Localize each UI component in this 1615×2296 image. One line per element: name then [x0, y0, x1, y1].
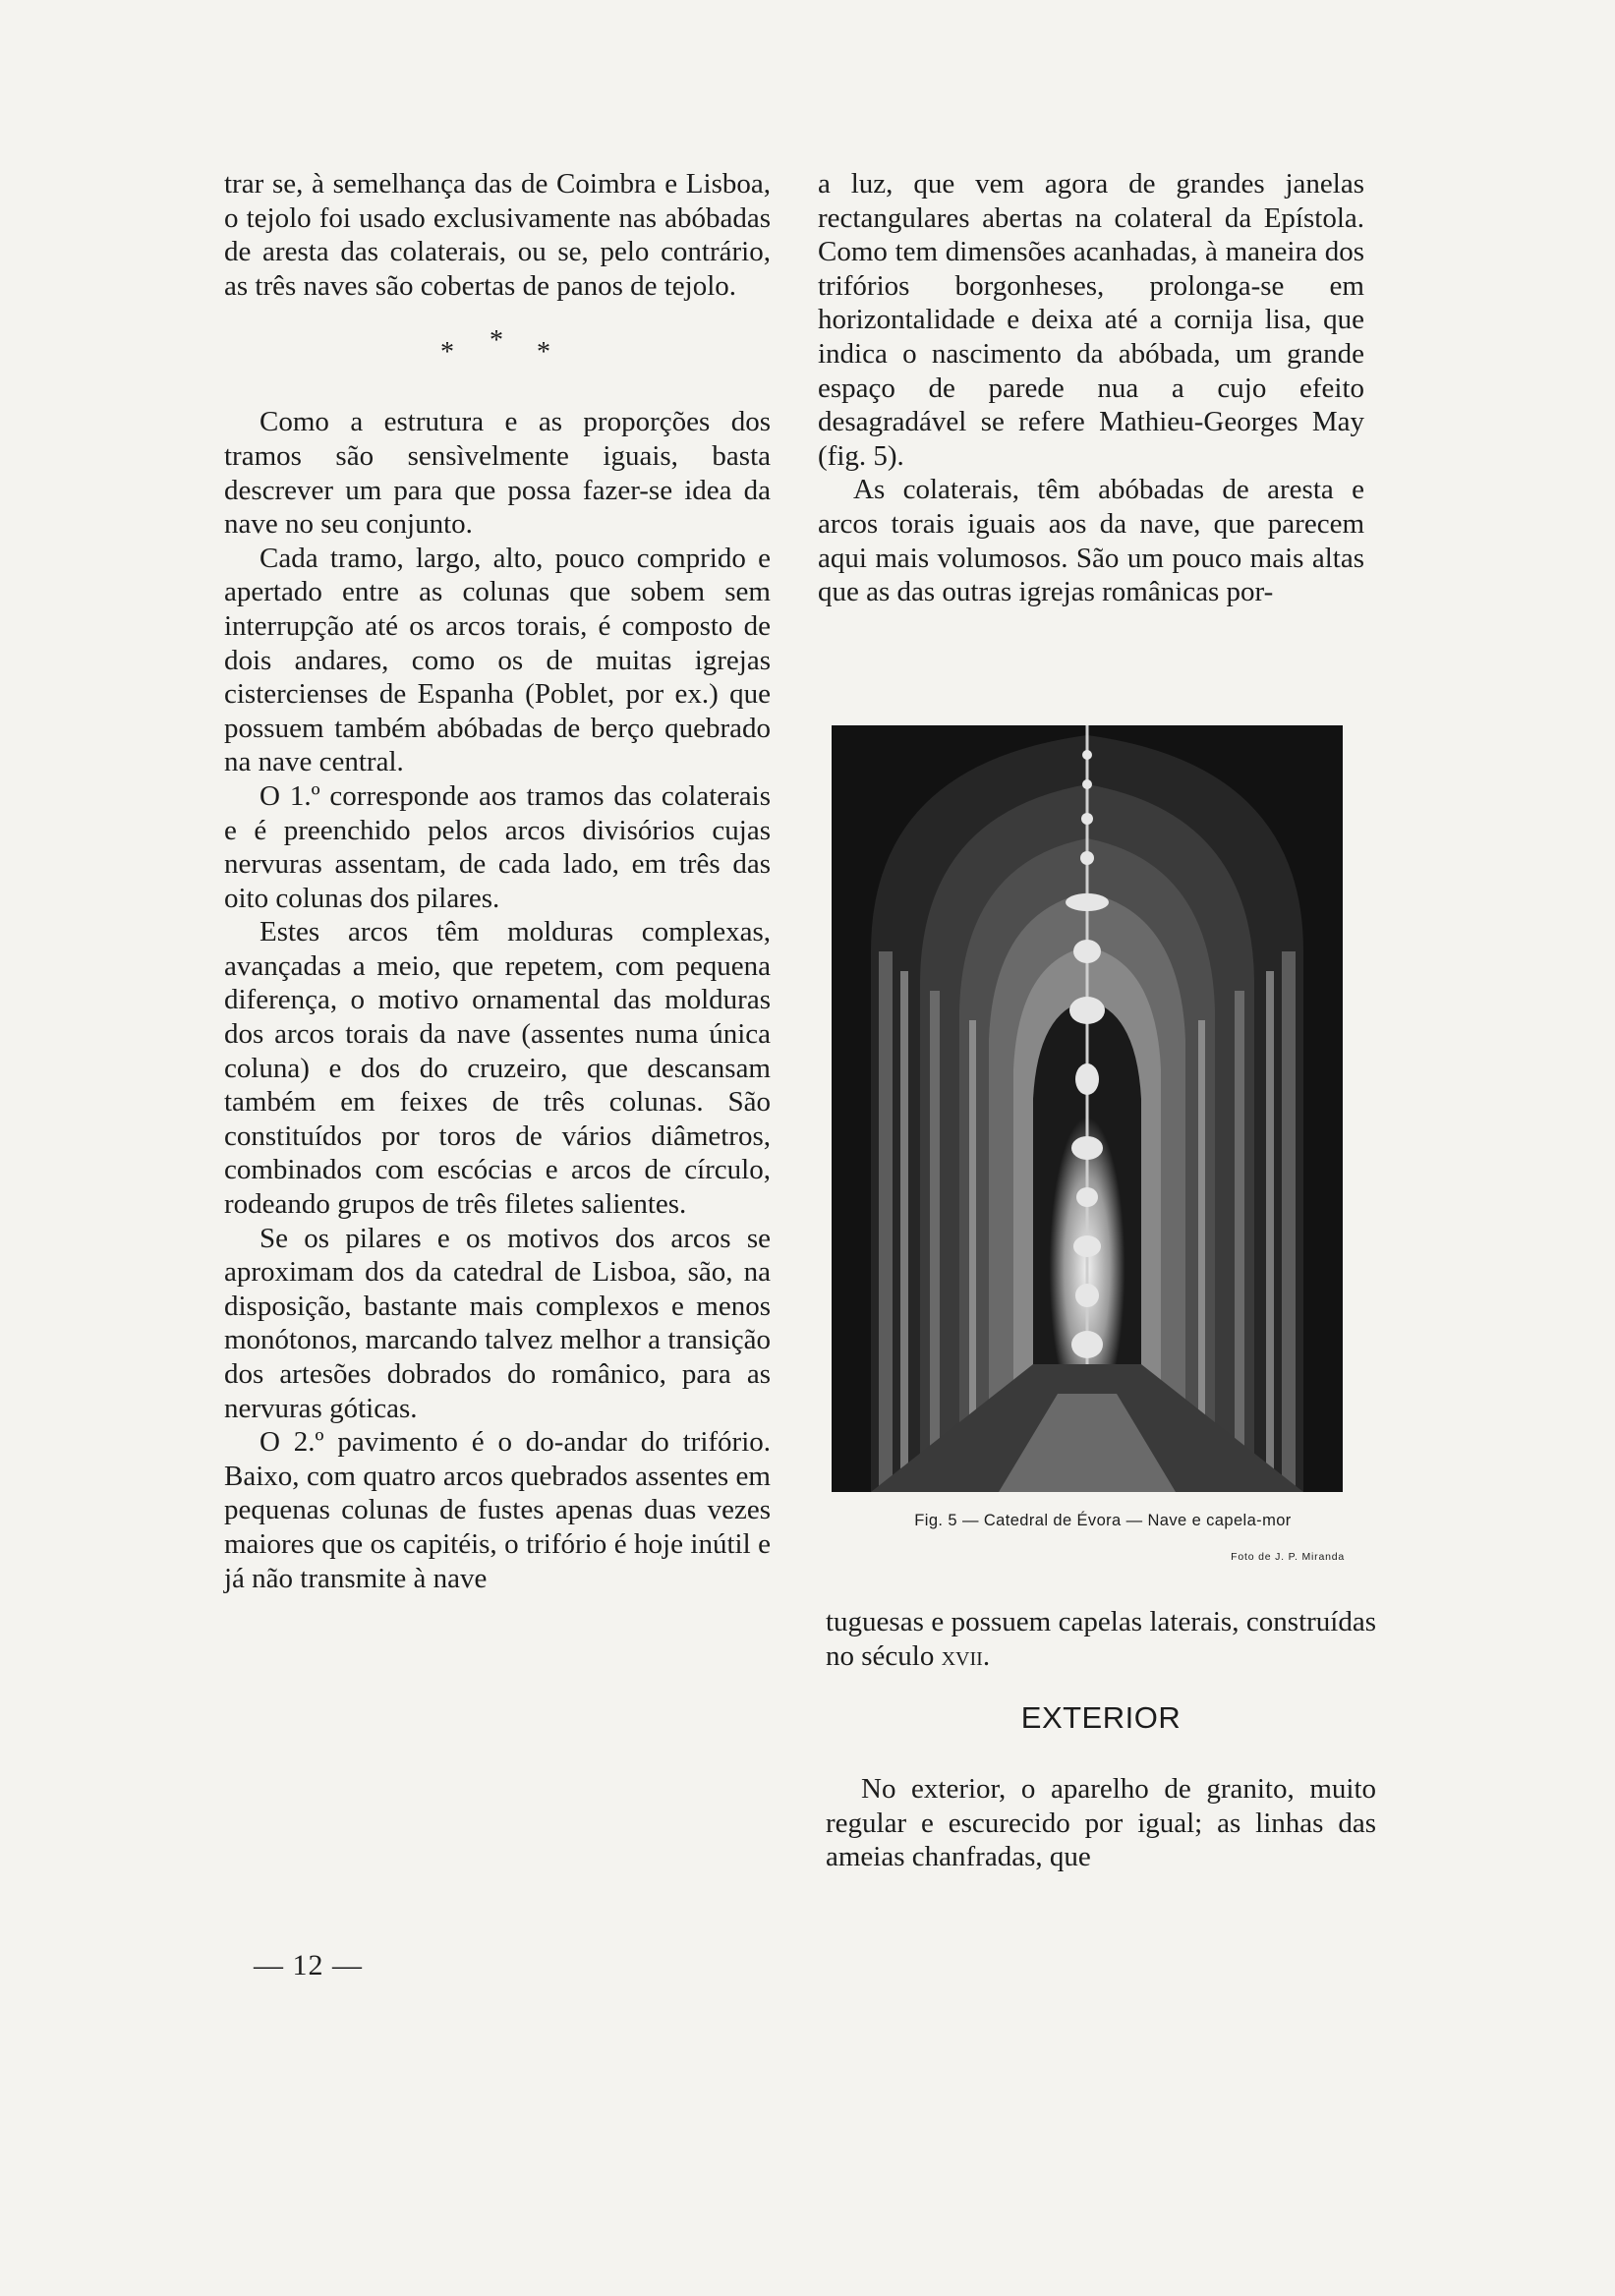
paragraph-light: a luz, que vem agora de grandes janelas rectangulares abertas na colateral da Epístola. Como tem dimensões acanhadas, à maneira dos trifórios borgonheses, prolonga-se em horizontalidade e deixa até a cornija lisa, que indica o nascimento da abóbada, um grande espaço de parede nua a cujo efeito desagradável se refere Mathieu-Georges May (fig. 5).	[818, 168, 1364, 472]
left-column	[224, 167, 771, 1595]
section-separator	[224, 303, 771, 405]
paragraph-pillars: Se os pilares e os motivos dos arcos se aproximam dos da catedral de Lisboa, são, na disposição, bastante mais complexos e menos monótonos, marcando talvez melhor a transição dos artesões dobrados do românico, para as nervuras góticas.	[224, 1222, 771, 1424]
right-column-top	[818, 167, 1364, 609]
figure-caption: Fig. 5 — Catedral de Évora — Nave e capela-mor	[914, 1512, 1292, 1529]
paragraph-arch-mouldings: Estes arcos têm molduras complexas, avançadas a meio, que repetem, com pequena diferença, o motivo ornamental das molduras dos arcos torais da nave (assentes numa única coluna) e dos do cruzeiro, que descansam também em feixes de três colunas. São constituídos por toros de vários diâmetros, combinados com escócias e arcos de círculo, rodeando grupos de três filetes salientes.	[224, 916, 771, 1221]
paragraph-first-level: O 1.º corresponde aos tramos das colaterais e é preenchido pelos arcos divisórios cujas nervuras assentam, de cada lado, em três das oito colunas dos pilares.	[224, 779, 771, 914]
paragraph-structure: Como a estrutura e as proporções dos tramos são sensìvelmente iguais, basta descrever um para que possa fazer-se idea da nave no seu conjunto.	[224, 406, 771, 541]
right-column-exterior	[826, 1772, 1376, 1874]
paragraph-tramo: Cada tramo, largo, alto, pouco comprido e apertado entre as colunas que sobem sem interrupção até os arcos torais, é composto de dois andares, como os de muitas igrejas cistercienses de Espanha (Poblet, por ex.) que possuem também abóbadas de berço quebrado na nave central.	[224, 542, 771, 778]
paragraph-exterior: No exterior, o aparelho de granito, muito regular e escurecido por igual; as linhas das ameias chanfradas, que	[826, 1773, 1376, 1873]
asterisk: *	[537, 337, 550, 369]
figure-credit: Foto de J. P. Miranda	[1231, 1551, 1345, 1563]
asterisk: *	[490, 325, 503, 357]
page-number: — 12 —	[254, 1949, 363, 1981]
cathedral-nave-photo	[832, 725, 1343, 1492]
paragraph-triforium: O 2.º pavimento é o do-andar do trifório. Baixo, com quatro arcos quebrados assentes em pequenas colunas de fustes apenas duas vezes maiores que os capitéis, o trifório é hoje inútil e já não transmite à nave	[224, 1426, 771, 1594]
aisles-end-text: tuguesas e possuem capelas laterais, construídas no século	[826, 1606, 1376, 1672]
right-column-continuation	[826, 1605, 1376, 1673]
asterisk: *	[440, 337, 454, 369]
paragraph-aisles-end	[826, 1605, 1376, 1673]
section-heading-exterior: EXTERIOR	[1020, 1700, 1182, 1735]
paragraph-continuation: trar se, à semelhança das de Coimbra e Lisboa, o tejolo foi usado exclusivamente nas abóbadas de aresta das colaterais, ou se, pelo contrário, as três naves são cobertas de panos de tejolo.	[224, 168, 771, 302]
century-numeral: xvii	[941, 1639, 983, 1672]
paragraph-aisles: As colaterais, têm abóbadas de aresta e arcos torais iguais aos da nave, que parecem aqui mais volumosos. São um pouco mais altas que as das outras igrejas românicas por-	[818, 474, 1364, 608]
aisles-end-period: .	[982, 1639, 991, 1672]
